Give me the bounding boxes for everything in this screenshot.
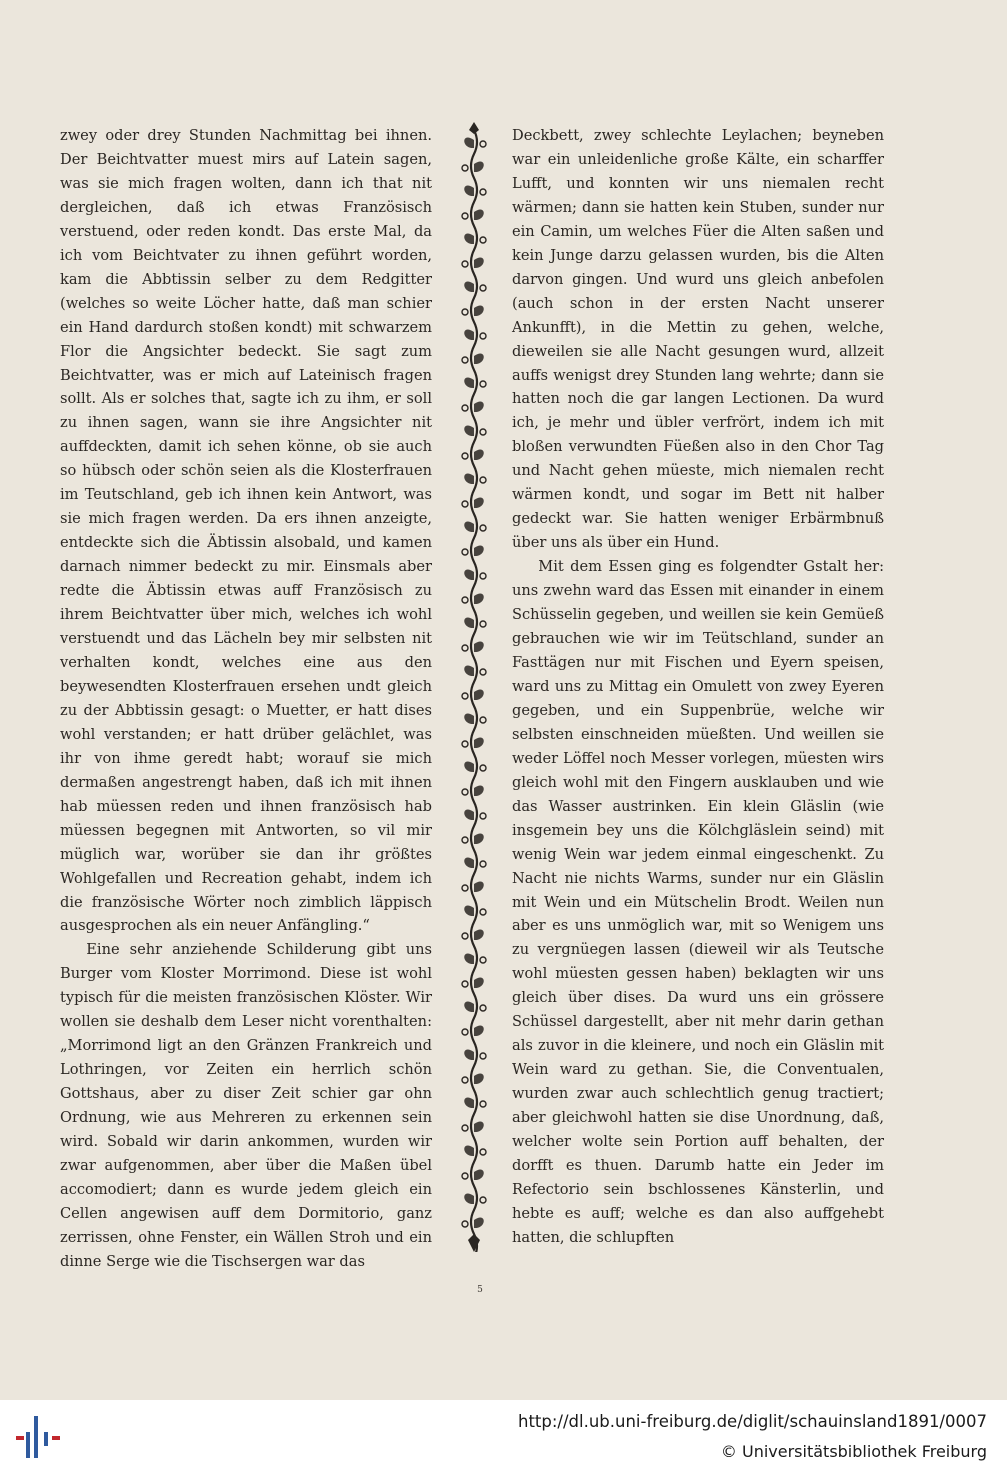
ornament-curl [462, 261, 468, 267]
ornament-leaf [474, 1169, 484, 1180]
ornament-leaf [474, 929, 484, 940]
ornament-leaf [464, 953, 474, 964]
left-paragraph-2: Eine sehr anziehende Schilderung gibt uns Burger vom Kloster Morrimond. Diese ist wohl typisch für die meisten französischen Klöster. Wir wollen sie deshalb dem Leser nicht vorenthalten: „Morrimond ligt an den Gränzen Frankreich und Lothringen, vor Zeiten ein herrlich schön Gottshaus, aber zu diser Zeit schier gar ohn Ordnung, wie aus Mehreren zu erkennen sein wird. Sobald wir darin ankommen, wurden wir zwar aufgenommen, aber über die Maßen übel accomodiert; dann es wurde jedem gleich ein Cellen angewisen auff dem Dormitorio, ganz zerrissen, ohne Fenster, ein Wällen Stroh und ein dinne Serge wie die Tischsergen war das [60, 941, 432, 1270]
ornament-curl [462, 693, 468, 699]
ornament-leaf [474, 353, 484, 364]
ornament-leaf [464, 377, 474, 388]
ornament-finial-bottom [468, 1234, 480, 1252]
ornament-curl [462, 837, 468, 843]
ornament-leaf [464, 905, 474, 916]
left-paragraph-1: zwey oder drey Stunden Nachmittag bei ihnen. Der Beichtvatter muest mirs auf Latein sagen, was sie mich fragen wolten, dann ich that nit dergleichen, daß ich etwas Französisch verstuend, oder reden kondt. Das erste Mal, da ich vom Beichtvater zu ihnen geführt worden, kam die Abbtissin selber zu dem Redgitter (welches so weite Löcher hatte, daß man schier ein Hand dardurch stoßen kondt) mit schwarzem Flor die Angsichter bedeckt. Sie sagt zum Beichtvatter, was er mich auf Lateinisch fragen sollt. Als er solches that, sagte ich zu ihm, er soll zu ihnen sagen, wann sie ihre Angsichter nit auffdeckten, damit ich sehen könne, ob sie auch so hübsch oder schön seien als die Klosterfrauen im Teutschland, geb ich ihnen kein Antwort, was sie mich fragen werden. Da ers ihnen anzeigte, entdeckte sich die Äbtissin alsobald, und kamen darnach nimmer bedeckt zu mir. Einsmals aber redte die Äbtissin etwas auff Französisch zu ihrem Beichtvatter über mich, welches ich wohl verstuendt und das Lächeln bey mir selbsten nit verhalten kondt, welches eine aus den beywesendten Klosterfrauen ersehen undt gleich zu der Abbtissin gesagt: o Muetter, er hatt dises wohl verstanden; er hatt drüber gelächlet, was ihr von ihme geredt habt; worauf sie mich dermaßen angestrengt haben, daß ich mit ihnen hab müessen reden und ihnen französisch hab müessen begegnen mit Antworten, so vil mir müglich war, worüber sie dan ihr größtes Wohlgefallen und Recreation gehabt, indem ich die französische Wörter noch zimblich läppisch ausgesprochen als ein neuer Anfängling.“ [60, 127, 432, 935]
ornament-leaf [464, 1049, 474, 1060]
ornament-leaf [474, 257, 484, 268]
ornament-curl [480, 525, 486, 531]
ornament-leaf [464, 281, 474, 292]
ornament-leaf [474, 401, 484, 412]
vine-ornament-divider [456, 122, 492, 1252]
ornament-leaf [474, 641, 484, 652]
ornament-leaf [474, 305, 484, 316]
ornament-curl [480, 189, 486, 195]
ornament-leaf [464, 857, 474, 868]
ornament-leaf [474, 449, 484, 460]
ornament-curl [480, 477, 486, 483]
ornament-leaf [464, 329, 474, 340]
ornament-finial-top [469, 122, 479, 134]
ornament-leaf [464, 473, 474, 484]
ornament-curl [462, 165, 468, 171]
ornament-leaf [464, 1097, 474, 1108]
library-logo-icon [12, 1412, 64, 1462]
ornament-curl [480, 1197, 486, 1203]
ornament-curl [480, 1101, 486, 1107]
ornament-leaf [474, 737, 484, 748]
ornament-curl [462, 1029, 468, 1035]
ornament-leaf [474, 497, 484, 508]
ornament-leaf [464, 569, 474, 580]
ornament-leaf [464, 521, 474, 532]
ornament-leaf [474, 209, 484, 220]
logo-bar [16, 1436, 24, 1440]
ornament-curl [462, 309, 468, 315]
copyright-notice: © Universitätsbibliothek Freiburg [720, 1442, 987, 1461]
ornament-leaf [464, 425, 474, 436]
ornament-leaf [464, 665, 474, 676]
ornament-curl [462, 789, 468, 795]
ornament-curl [480, 1005, 486, 1011]
ornament-curl [462, 549, 468, 555]
logo-bar [44, 1432, 48, 1446]
ornament-leaf [474, 881, 484, 892]
ornament-curl [480, 957, 486, 963]
ornament-leaf [474, 161, 484, 172]
ornament-curl [462, 501, 468, 507]
ornament-curl [480, 765, 486, 771]
ornament-leaf [474, 689, 484, 700]
ornament-curl [462, 597, 468, 603]
ornament-curl [462, 981, 468, 987]
ornament-leaf [464, 137, 474, 148]
right-paragraph-2: Mit dem Essen ging es folgendter Gstalt her: uns zwehn ward das Essen mit einander in einem Schüsselin gegeben, und weillen sie kein Gemüeß gebrauchen wie wir im Teütschland, sunder an Fasttägen nur mit Fischen und Eyern speisen, ward uns zu Mittag ein Omulett von zwey Eyeren gegeben, und ein Suppenbrüe, welche wir selbsten einschneiden müeßten. Und weillen sie weder Löffel noch Messer vorlegen, müesten wirs gleich wohl mit den Fingern ausklauben und wie das Wasser austrinken. Ein klein Gläslin (wie insgemein bey uns die Kölchgläslein seind) mit wenig Wein war jedem einmal eingeschenkt. Zu Nacht nie nichts Warms, sunder nur ein Gläslin mit Wein und ein Mütschelin Brodt. Weilen nun aber es uns unmöglich war, mit so Wenigem uns zu vergnüegen lassen (dieweil wir als Teutsche wohl müesten gessen haben) beklagten wir uns gleich über dises. Da wurd uns ein grössere Schüssel dargestellt, aber nit mehr darin gethan als zuvor in die kleinere, und noch ein Gläslin mit Wein ward zu gethan. Sie, die Conventualen, wurden zwar auch schlechtlich genug tractiert; aber gleichwohl hatten sie dise Unordnung, daß, welcher wolte sein Portion auff behalten, der dorfft es thuen. Darumb hatte ein Jeder im Refectorio sein bschlossenes Känsterlin, und hebte es auff; welche es dan also auffgehebt hatten, die schlupften [512, 558, 884, 1246]
ornament-curl [480, 1149, 486, 1155]
logo-bar [34, 1416, 38, 1458]
ornament-leaf [464, 1145, 474, 1156]
ornament-leaf [464, 713, 474, 724]
viewer-footer [0, 1400, 1007, 1472]
ornament-leaf [474, 833, 484, 844]
ornament-curl [462, 1221, 468, 1227]
ornament-curl [462, 645, 468, 651]
ornament-leaf [474, 977, 484, 988]
ornament-leaf [474, 785, 484, 796]
ornament-curl [480, 429, 486, 435]
logo-bar [26, 1432, 30, 1458]
ornament-leaf [464, 1001, 474, 1012]
ornament-curl [462, 1125, 468, 1131]
ornament-curl [462, 357, 468, 363]
page-number: 5 [477, 1285, 483, 1295]
logo-bar [52, 1436, 60, 1440]
ornament-curl [480, 381, 486, 387]
ornament-curl [480, 237, 486, 243]
ornament-curl [480, 813, 486, 819]
ornament-leaf [464, 761, 474, 772]
left-text-column [60, 124, 432, 1274]
ornament-curl [480, 333, 486, 339]
ornament-leaf [474, 1073, 484, 1084]
right-paragraph-1: Deckbett, zwey schlechte Leylachen; beyneben war ein unleidenliche große Kälte, ein scharffer Lufft, und konnten wir uns niemalen recht wärmen; dann sie hatten kein Stuben, sunder nur ein Camin, um welches Füer die Alten saßen und kein Junge darzu gelassen wurden, bis die Alten darvon gingen. Und wurd uns gleich anbefolen (auch schon in der ersten Nacht unserer Ankunfft), in die Mettin zu gehen, welche, dieweilen sie alle Nacht gesungen wurd, allzeit auffs wenigst drey Stunden lang wehrte; dann sie hatten noch die gar langen Lectionen. Da wurd ich, je mehr und übler verfrört, indem ich mit bloßen verwundten Füeßen also in den Chor Tag und Nacht gehen müeste, mich niemalen recht wärmen kondt, und sogar im Bett nit halber gedeckt war. Sie hatten weniger Erbärmbnuß über uns als über ein Hund. [512, 127, 884, 552]
ornament-curl [480, 1053, 486, 1059]
ornament-leaf [464, 617, 474, 628]
ornament-leaf [474, 1121, 484, 1132]
ornament-leaf [464, 233, 474, 244]
ornament-leaf [474, 593, 484, 604]
ornament-curl [480, 717, 486, 723]
ornament-curl [462, 453, 468, 459]
ornament-leaf [474, 545, 484, 556]
ornament-curl [462, 405, 468, 411]
ornament-curl [480, 909, 486, 915]
ornament-curl [480, 669, 486, 675]
ornament-leaf [464, 1193, 474, 1204]
ornament-curl [462, 885, 468, 891]
ornament-curl [462, 1077, 468, 1083]
ornament-curl [462, 933, 468, 939]
right-text-column [512, 124, 884, 1250]
ornament-curl [480, 573, 486, 579]
ornament-leaf [474, 1025, 484, 1036]
ornament-curl [462, 213, 468, 219]
ornament-curl [462, 741, 468, 747]
ornament-leaf [474, 1217, 484, 1228]
ornament-curl [480, 861, 486, 867]
ornament-curl [480, 141, 486, 147]
ornament-curl [462, 1173, 468, 1179]
document-url[interactable]: http://dl.ub.uni-freiburg.de/diglit/schauinsland1891/0007 [517, 1412, 987, 1431]
ornament-curl [480, 285, 486, 291]
ornament-leaf [464, 809, 474, 820]
ornament-curl [480, 621, 486, 627]
ornament-leaf [464, 185, 474, 196]
